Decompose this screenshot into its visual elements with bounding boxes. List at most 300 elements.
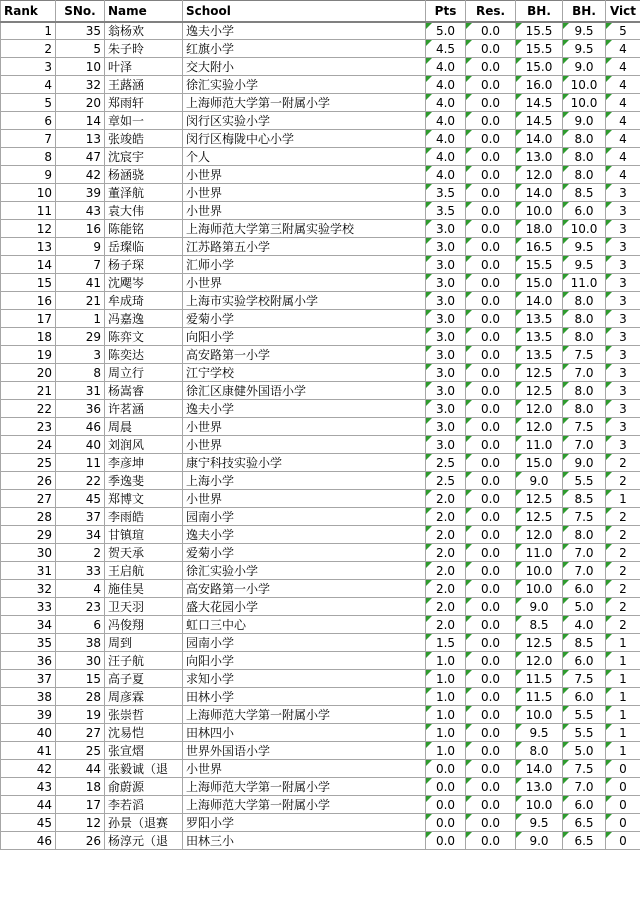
cell-bh1: 8.0 (516, 742, 563, 760)
cell-rank: 2 (1, 40, 56, 58)
cell-res: 0.0 (466, 436, 516, 454)
cell-pts: 0.0 (426, 760, 466, 778)
cell-name: 许茗涵 (105, 400, 183, 418)
cell-pts: 2.0 (426, 490, 466, 508)
cell-sno: 21 (56, 292, 105, 310)
cell-bh2: 7.5 (563, 418, 606, 436)
cell-bh2: 8.0 (563, 148, 606, 166)
cell-name: 李彦坤 (105, 454, 183, 472)
table-row (1, 814, 640, 832)
cell-sno: 42 (56, 166, 105, 184)
cell-bh1: 14.0 (516, 130, 563, 148)
cell-vict: 2 (606, 472, 640, 490)
cell-name: 杨嵩睿 (105, 382, 183, 400)
cell-res: 0.0 (466, 418, 516, 436)
cell-bh2: 7.0 (563, 778, 606, 796)
cell-pts: 3.0 (426, 400, 466, 418)
cell-name: 牟成琦 (105, 292, 183, 310)
cell-school: 小世界 (183, 760, 426, 778)
cell-school: 罗阳小学 (183, 814, 426, 832)
table-row (1, 436, 640, 454)
cell-name: 郑雨轩 (105, 94, 183, 112)
cell-res: 0.0 (466, 634, 516, 652)
cell-name: 李若滔 (105, 796, 183, 814)
cell-vict: 3 (606, 238, 640, 256)
cell-school: 园南小学 (183, 634, 426, 652)
header-res: Res. (466, 1, 516, 22)
cell-rank: 38 (1, 688, 56, 706)
cell-name: 汪子航 (105, 652, 183, 670)
cell-vict: 1 (606, 634, 640, 652)
table-row (1, 688, 640, 706)
cell-bh2: 6.0 (563, 796, 606, 814)
header-rank: Rank (1, 1, 56, 22)
cell-bh2: 6.0 (563, 580, 606, 598)
table-row (1, 220, 640, 238)
cell-bh2: 6.0 (563, 688, 606, 706)
cell-pts: 4.0 (426, 94, 466, 112)
cell-bh1: 14.0 (516, 760, 563, 778)
cell-name: 岳璨临 (105, 238, 183, 256)
cell-sno: 19 (56, 706, 105, 724)
cell-bh2: 11.0 (563, 274, 606, 292)
cell-name: 杨淳元（退 (105, 832, 183, 850)
cell-school: 交大附小 (183, 58, 426, 76)
cell-name: 王蕗涵 (105, 76, 183, 94)
cell-vict: 3 (606, 328, 640, 346)
cell-sno: 26 (56, 832, 105, 850)
cell-res: 0.0 (466, 472, 516, 490)
cell-bh1: 13.5 (516, 310, 563, 328)
cell-sno: 5 (56, 40, 105, 58)
cell-school: 求知小学 (183, 670, 426, 688)
cell-rank: 28 (1, 508, 56, 526)
cell-rank: 18 (1, 328, 56, 346)
cell-rank: 14 (1, 256, 56, 274)
cell-res: 0.0 (466, 328, 516, 346)
table-row (1, 706, 640, 724)
cell-bh2: 7.0 (563, 562, 606, 580)
header-row (1, 1, 640, 22)
cell-bh2: 8.0 (563, 400, 606, 418)
cell-res: 0.0 (466, 454, 516, 472)
cell-sno: 23 (56, 598, 105, 616)
cell-rank: 13 (1, 238, 56, 256)
cell-bh2: 8.0 (563, 328, 606, 346)
cell-res: 0.0 (466, 94, 516, 112)
cell-vict: 2 (606, 508, 640, 526)
cell-rank: 10 (1, 184, 56, 202)
cell-sno: 9 (56, 238, 105, 256)
cell-res: 0.0 (466, 292, 516, 310)
cell-pts: 3.0 (426, 346, 466, 364)
cell-rank: 15 (1, 274, 56, 292)
cell-vict: 3 (606, 292, 640, 310)
cell-vict: 5 (606, 22, 640, 40)
cell-vict: 0 (606, 760, 640, 778)
cell-rank: 46 (1, 832, 56, 850)
cell-name: 刘润风 (105, 436, 183, 454)
cell-bh2: 10.0 (563, 76, 606, 94)
cell-name: 郑博文 (105, 490, 183, 508)
cell-bh2: 7.5 (563, 508, 606, 526)
cell-name: 周到 (105, 634, 183, 652)
cell-res: 0.0 (466, 310, 516, 328)
cell-rank: 45 (1, 814, 56, 832)
cell-bh2: 8.0 (563, 526, 606, 544)
cell-pts: 5.0 (426, 22, 466, 40)
cell-school: 盛大花园小学 (183, 598, 426, 616)
cell-name: 季逸斐 (105, 472, 183, 490)
cell-res: 0.0 (466, 670, 516, 688)
cell-school: 闵行区实验小学 (183, 112, 426, 130)
cell-pts: 2.0 (426, 508, 466, 526)
cell-school: 小世界 (183, 166, 426, 184)
cell-name: 张崇哲 (105, 706, 183, 724)
cell-rank: 1 (1, 22, 56, 40)
cell-name: 沈易恺 (105, 724, 183, 742)
table-row (1, 202, 640, 220)
cell-school: 小世界 (183, 436, 426, 454)
cell-res: 0.0 (466, 598, 516, 616)
cell-pts: 2.5 (426, 472, 466, 490)
cell-rank: 37 (1, 670, 56, 688)
cell-bh1: 12.5 (516, 508, 563, 526)
cell-bh2: 9.0 (563, 454, 606, 472)
cell-bh1: 10.0 (516, 706, 563, 724)
cell-school: 逸夫小学 (183, 22, 426, 40)
cell-pts: 1.0 (426, 652, 466, 670)
cell-rank: 3 (1, 58, 56, 76)
cell-name: 贺天承 (105, 544, 183, 562)
cell-name: 张竣皓 (105, 130, 183, 148)
cell-sno: 13 (56, 130, 105, 148)
cell-sno: 4 (56, 580, 105, 598)
cell-pts: 1.0 (426, 688, 466, 706)
cell-rank: 26 (1, 472, 56, 490)
cell-bh1: 9.5 (516, 814, 563, 832)
cell-bh2: 5.5 (563, 724, 606, 742)
cell-name: 施佳昊 (105, 580, 183, 598)
cell-vict: 3 (606, 364, 640, 382)
cell-bh1: 12.0 (516, 526, 563, 544)
cell-pts: 1.0 (426, 670, 466, 688)
cell-pts: 3.0 (426, 292, 466, 310)
cell-bh1: 18.0 (516, 220, 563, 238)
cell-school: 徐汇区康健外国语小学 (183, 382, 426, 400)
header-pts: Pts (426, 1, 466, 22)
table-row (1, 382, 640, 400)
cell-pts: 0.0 (426, 814, 466, 832)
cell-rank: 20 (1, 364, 56, 382)
cell-vict: 2 (606, 454, 640, 472)
cell-bh1: 16.0 (516, 76, 563, 94)
table-row (1, 274, 640, 292)
table-row (1, 292, 640, 310)
table-row (1, 58, 640, 76)
cell-bh2: 5.5 (563, 706, 606, 724)
cell-pts: 1.0 (426, 724, 466, 742)
cell-bh1: 13.5 (516, 346, 563, 364)
cell-rank: 42 (1, 760, 56, 778)
cell-bh1: 11.5 (516, 688, 563, 706)
cell-rank: 24 (1, 436, 56, 454)
cell-sno: 37 (56, 508, 105, 526)
table-row (1, 328, 640, 346)
table-row (1, 130, 640, 148)
cell-school: 田林三小 (183, 832, 426, 850)
header-bh1: BH. (516, 1, 563, 22)
cell-sno: 14 (56, 112, 105, 130)
cell-rank: 40 (1, 724, 56, 742)
cell-bh1: 10.0 (516, 202, 563, 220)
cell-bh2: 5.0 (563, 598, 606, 616)
cell-sno: 35 (56, 22, 105, 40)
cell-res: 0.0 (466, 814, 516, 832)
cell-sno: 36 (56, 400, 105, 418)
cell-bh2: 9.5 (563, 40, 606, 58)
cell-vict: 0 (606, 814, 640, 832)
cell-sno: 1 (56, 310, 105, 328)
table-row (1, 616, 640, 634)
cell-res: 0.0 (466, 58, 516, 76)
cell-sno: 2 (56, 544, 105, 562)
table-row (1, 598, 640, 616)
cell-bh1: 10.0 (516, 562, 563, 580)
cell-vict: 3 (606, 256, 640, 274)
cell-bh2: 8.0 (563, 130, 606, 148)
cell-sno: 22 (56, 472, 105, 490)
table-row (1, 346, 640, 364)
cell-res: 0.0 (466, 166, 516, 184)
cell-bh2: 7.0 (563, 364, 606, 382)
cell-sno: 10 (56, 58, 105, 76)
cell-sno: 44 (56, 760, 105, 778)
cell-bh2: 8.0 (563, 310, 606, 328)
cell-pts: 2.0 (426, 526, 466, 544)
cell-school: 江苏路第五小学 (183, 238, 426, 256)
table-body (1, 22, 640, 850)
cell-name: 张毅诚（退 (105, 760, 183, 778)
cell-bh2: 9.5 (563, 256, 606, 274)
cell-school: 高安路第一小学 (183, 580, 426, 598)
cell-res: 0.0 (466, 382, 516, 400)
cell-bh2: 8.0 (563, 382, 606, 400)
table-row (1, 670, 640, 688)
table-row (1, 832, 640, 850)
cell-pts: 3.0 (426, 364, 466, 382)
cell-rank: 11 (1, 202, 56, 220)
cell-res: 0.0 (466, 220, 516, 238)
cell-vict: 1 (606, 706, 640, 724)
cell-name: 陈能铭 (105, 220, 183, 238)
cell-res: 0.0 (466, 256, 516, 274)
cell-vict: 1 (606, 724, 640, 742)
cell-vict: 4 (606, 112, 640, 130)
cell-name: 陈奕达 (105, 346, 183, 364)
cell-rank: 32 (1, 580, 56, 598)
cell-name: 董泽航 (105, 184, 183, 202)
cell-rank: 23 (1, 418, 56, 436)
cell-res: 0.0 (466, 688, 516, 706)
cell-school: 园南小学 (183, 508, 426, 526)
cell-vict: 3 (606, 382, 640, 400)
cell-sno: 3 (56, 346, 105, 364)
cell-sno: 33 (56, 562, 105, 580)
cell-pts: 3.0 (426, 382, 466, 400)
cell-bh1: 12.5 (516, 364, 563, 382)
cell-bh2: 7.0 (563, 544, 606, 562)
cell-bh2: 10.0 (563, 94, 606, 112)
cell-rank: 31 (1, 562, 56, 580)
cell-bh2: 8.5 (563, 490, 606, 508)
cell-res: 0.0 (466, 526, 516, 544)
cell-sno: 11 (56, 454, 105, 472)
cell-sno: 39 (56, 184, 105, 202)
cell-name: 高子夏 (105, 670, 183, 688)
cell-pts: 3.0 (426, 436, 466, 454)
cell-bh1: 13.5 (516, 328, 563, 346)
cell-pts: 3.0 (426, 310, 466, 328)
cell-rank: 7 (1, 130, 56, 148)
cell-bh1: 13.0 (516, 778, 563, 796)
cell-name: 甘镇瑄 (105, 526, 183, 544)
cell-bh1: 14.0 (516, 184, 563, 202)
cell-bh2: 4.0 (563, 616, 606, 634)
cell-bh1: 9.0 (516, 598, 563, 616)
cell-name: 叶泽 (105, 58, 183, 76)
cell-res: 0.0 (466, 22, 516, 40)
cell-vict: 2 (606, 544, 640, 562)
cell-pts: 3.0 (426, 220, 466, 238)
cell-vict: 1 (606, 652, 640, 670)
cell-school: 汇师小学 (183, 256, 426, 274)
cell-pts: 2.0 (426, 562, 466, 580)
cell-pts: 0.0 (426, 832, 466, 850)
cell-sno: 29 (56, 328, 105, 346)
cell-vict: 1 (606, 490, 640, 508)
cell-pts: 4.0 (426, 130, 466, 148)
cell-rank: 41 (1, 742, 56, 760)
cell-rank: 44 (1, 796, 56, 814)
cell-name: 卫天羽 (105, 598, 183, 616)
cell-vict: 1 (606, 742, 640, 760)
cell-res: 0.0 (466, 184, 516, 202)
cell-pts: 4.0 (426, 58, 466, 76)
table-row (1, 238, 640, 256)
cell-sno: 30 (56, 652, 105, 670)
cell-vict: 1 (606, 688, 640, 706)
cell-school: 逸夫小学 (183, 526, 426, 544)
cell-bh1: 12.5 (516, 382, 563, 400)
table-row (1, 166, 640, 184)
cell-res: 0.0 (466, 400, 516, 418)
cell-pts: 2.0 (426, 598, 466, 616)
cell-pts: 1.0 (426, 742, 466, 760)
header-sno: SNo. (56, 1, 105, 22)
cell-name: 袁大伟 (105, 202, 183, 220)
cell-vict: 2 (606, 616, 640, 634)
cell-bh2: 6.0 (563, 652, 606, 670)
cell-bh1: 10.0 (516, 580, 563, 598)
cell-bh2: 6.5 (563, 832, 606, 850)
cell-name: 周彦霖 (105, 688, 183, 706)
cell-vict: 4 (606, 76, 640, 94)
cell-bh1: 12.0 (516, 418, 563, 436)
cell-school: 向阳小学 (183, 328, 426, 346)
cell-name: 沈宸宇 (105, 148, 183, 166)
table-row (1, 40, 640, 58)
cell-bh1: 11.0 (516, 544, 563, 562)
cell-sno: 16 (56, 220, 105, 238)
cell-rank: 43 (1, 778, 56, 796)
cell-vict: 0 (606, 796, 640, 814)
cell-bh1: 12.0 (516, 652, 563, 670)
cell-school: 小世界 (183, 274, 426, 292)
cell-bh1: 16.5 (516, 238, 563, 256)
cell-res: 0.0 (466, 724, 516, 742)
cell-pts: 0.0 (426, 796, 466, 814)
cell-vict: 3 (606, 346, 640, 364)
table-row (1, 544, 640, 562)
cell-sno: 25 (56, 742, 105, 760)
cell-bh2: 9.0 (563, 58, 606, 76)
cell-bh2: 8.0 (563, 166, 606, 184)
cell-res: 0.0 (466, 544, 516, 562)
cell-pts: 4.0 (426, 112, 466, 130)
cell-bh1: 12.5 (516, 634, 563, 652)
cell-rank: 6 (1, 112, 56, 130)
cell-school: 个人 (183, 148, 426, 166)
cell-name: 章如一 (105, 112, 183, 130)
cell-pts: 3.5 (426, 184, 466, 202)
table-row (1, 580, 640, 598)
cell-sno: 47 (56, 148, 105, 166)
header-name: Name (105, 1, 183, 22)
cell-rank: 21 (1, 382, 56, 400)
cell-name: 俞蔚源 (105, 778, 183, 796)
cell-pts: 0.0 (426, 778, 466, 796)
cell-bh1: 11.5 (516, 670, 563, 688)
cell-res: 0.0 (466, 490, 516, 508)
cell-name: 沈飔岑 (105, 274, 183, 292)
cell-res: 0.0 (466, 742, 516, 760)
cell-vict: 0 (606, 832, 640, 850)
cell-vict: 4 (606, 40, 640, 58)
cell-name: 王启航 (105, 562, 183, 580)
table-row (1, 76, 640, 94)
header-school: School (183, 1, 426, 22)
cell-bh1: 14.5 (516, 112, 563, 130)
cell-school: 小世界 (183, 418, 426, 436)
table-row (1, 634, 640, 652)
cell-rank: 39 (1, 706, 56, 724)
cell-school: 虹口三中心 (183, 616, 426, 634)
cell-school: 上海师范大学第三附属实验学校 (183, 220, 426, 238)
cell-rank: 4 (1, 76, 56, 94)
cell-res: 0.0 (466, 562, 516, 580)
cell-sno: 31 (56, 382, 105, 400)
cell-rank: 34 (1, 616, 56, 634)
table-row (1, 112, 640, 130)
cell-rank: 25 (1, 454, 56, 472)
cell-res: 0.0 (466, 130, 516, 148)
cell-bh2: 6.0 (563, 202, 606, 220)
cell-school: 小世界 (183, 490, 426, 508)
cell-sno: 28 (56, 688, 105, 706)
cell-vict: 3 (606, 274, 640, 292)
cell-vict: 3 (606, 400, 640, 418)
